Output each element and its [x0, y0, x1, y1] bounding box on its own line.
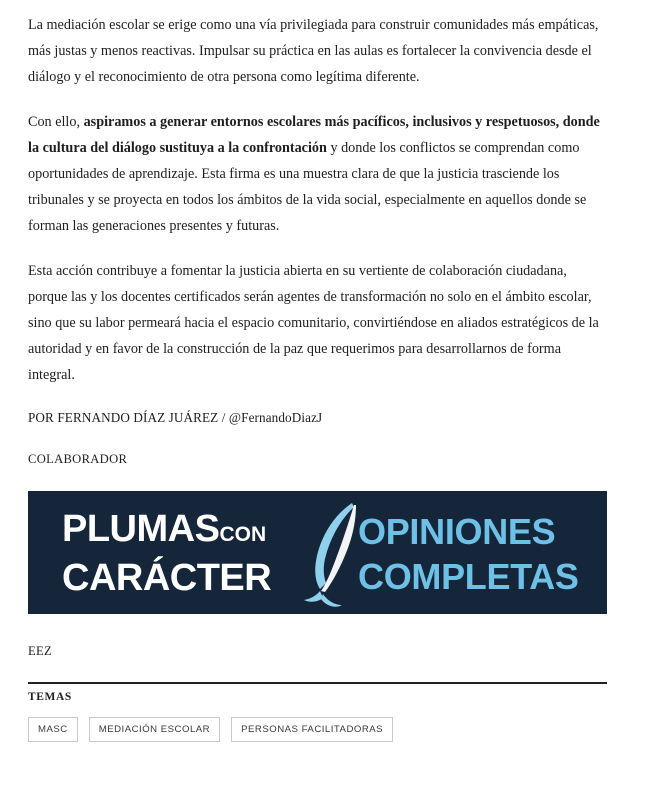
topic-tag[interactable]: MEDIACIÓN ESCOLAR	[89, 717, 220, 742]
article-paragraph-3: Esta acción contribuye a fomentar la justicia abierta en su vertiente de colaboración ciudadana, porque las y los docentes certificados serán agentes de transformación no solo en el ámbito escolar, sino que su labor permeará hacia el espacio comunitario, convirtiéndose en aliados estratégicos de la autoridad y en favor de la construcción de la paz que requerimos para desarrollarnos de forma integral.	[28, 263, 599, 383]
article-byline: POR FERNANDO DÍAZ JUÁREZ / @FernandoDiazJ	[28, 410, 323, 425]
paragraph-2-lead: Con ello,	[28, 114, 84, 130]
topics-title: TEMAS	[28, 691, 72, 703]
topic-tag-list	[28, 717, 607, 742]
paragraph-2-bold: aspiramos a generar entornos escolares más pacíficos, inclusivos y respetuosos, donde la cultura del diálogo sustituya a la confrontación	[28, 114, 600, 156]
banner-con-text: CON	[219, 523, 267, 546]
banner-right-line-1: OPINIONES	[358, 511, 556, 552]
image-caption: EEZ	[28, 644, 52, 658]
topics-section	[28, 682, 607, 742]
topic-tag[interactable]: MASC	[28, 717, 78, 742]
topic-tag[interactable]: PERSONAS FACILITADORAS	[231, 717, 393, 742]
paragraph-2-rest: y donde los conflictos se comprendan como oportunidades de aprendizaje. Esta firma es una muestra clara de que la justicia trasciende los tribunales y se proyecta en todos los ámbitos de la vida social, especialmente en aquellos donde se forman las generaciones presentes y futuras.	[28, 140, 587, 234]
banner-plumas-text: PLUMAS	[62, 508, 220, 550]
article-paragraph-1: La mediación escolar se erige como una vía privilegiada para construir comunidades más empáticas, más justas y menos reactivas. Impulsar su práctica en las aulas es fortalecer la convivencia desde el diálogo y el reconocimiento de otra persona como legítima diferente.	[28, 17, 599, 85]
banner-line-2: CARÁCTER	[62, 557, 272, 599]
banner-right-line-2: COMPLETAS	[358, 556, 579, 597]
banner-right-text	[358, 509, 579, 599]
article-author-role: COLABORADOR	[28, 452, 128, 466]
article-paragraph-2	[28, 109, 607, 239]
plumas-con-caracter-banner	[28, 491, 607, 614]
